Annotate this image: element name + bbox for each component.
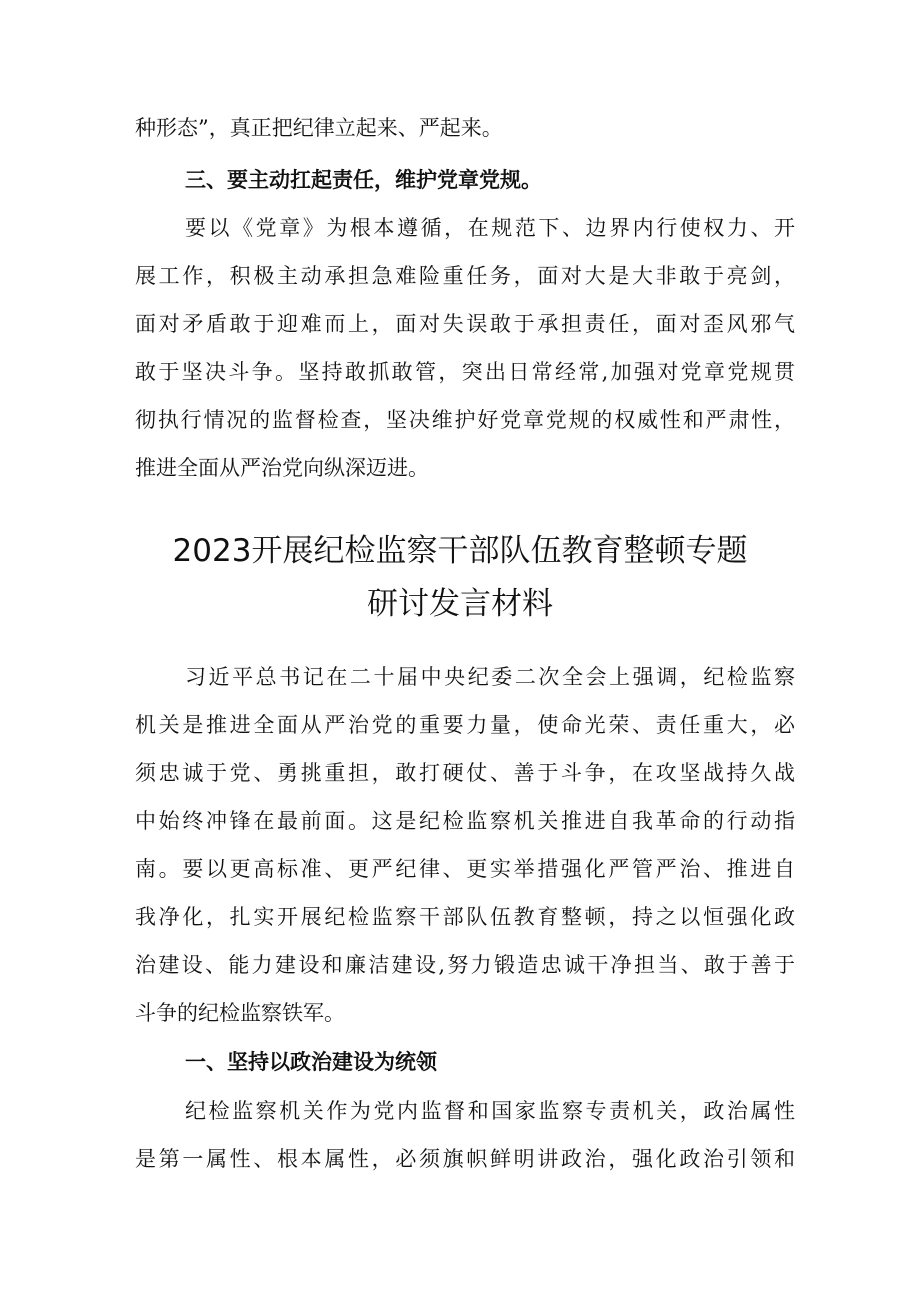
text-line: 斗争的纪检监察铁军。 bbox=[135, 1001, 345, 1025]
section-heading: 三、要主动扛起责任，维护党章党规。 bbox=[185, 168, 542, 192]
text-line: 展工作，积极主动承担急难险重任务，面对大是大非敢于亮剑， bbox=[135, 264, 795, 288]
document-title: 2023开展纪检监察干部队伍教育整顿专题 bbox=[172, 533, 748, 569]
text-line: 敢于坚决斗争。坚持敢抓敢管，突出日常经常,加强对党章党规贯 bbox=[135, 360, 795, 384]
text-line: 种形态”，真正把纪律立起来、严起来。 bbox=[135, 116, 503, 140]
section-heading: 一、坚持以政治建设为统领 bbox=[185, 1050, 437, 1074]
text-line: 中始终冲锋在最前面。这是纪检监察机关推进自我革命的行动指 bbox=[135, 809, 795, 833]
text-line: 南。要以更高标准、更严纪律、更实举措强化严管严治、推进自 bbox=[135, 857, 795, 881]
text-line: 面对矛盾敢于迎难而上，面对失误敢于承担责任，面对歪风邪气 bbox=[135, 312, 795, 336]
text-line: 彻执行情况的监督检查，坚决维护好党章党规的权威性和严肃性， bbox=[135, 408, 795, 432]
text-line: 习近平总书记在二十届中央纪委二次全会上强调，纪检监察 bbox=[185, 665, 795, 689]
text-line: 须忠诚于党、勇挑重担，敢打硬仗、善于斗争，在攻坚战持久战 bbox=[135, 761, 795, 785]
text-line: 治建设、能力建设和廉洁建设,努力锻造忠诚干净担当、敢于善于 bbox=[135, 953, 795, 977]
text-line: 要以《党章》为根本遵循，在规范下、边界内行使权力、开 bbox=[185, 216, 795, 240]
text-line: 推进全面从严治党向纵深迈进。 bbox=[135, 456, 429, 480]
text-line: 机关是推进全面从严治党的重要力量，使命光荣、责任重大，必 bbox=[135, 713, 795, 737]
document-title: 研讨发言材料 bbox=[367, 586, 553, 622]
text-line: 是第一属性、根本属性，必须旗帜鲜明讲政治，强化政治引领和 bbox=[135, 1147, 795, 1171]
text-line: 纪检监察机关作为党内监督和国家监察专责机关，政治属性 bbox=[185, 1099, 795, 1123]
text-line: 我净化，扎实开展纪检监察干部队伍教育整顿，持之以恒强化政 bbox=[135, 905, 795, 929]
